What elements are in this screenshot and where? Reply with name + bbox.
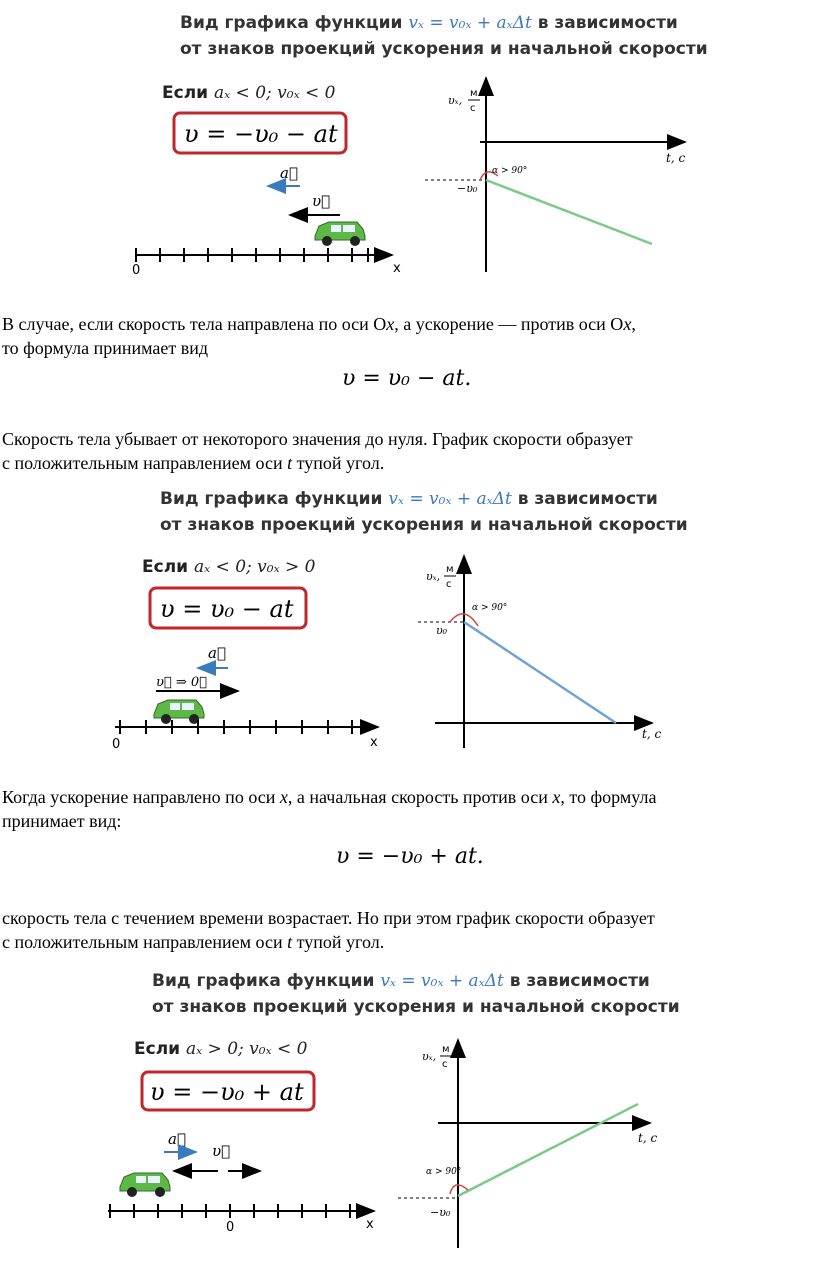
formula-2: υ = −υ₀ + at. — [336, 844, 484, 869]
figure-title-line1-prefix: Вид графика функции — [160, 489, 383, 509]
p3-text-a: Когда ускорение направлено по оси — [2, 787, 280, 807]
svg-text:Если aₓ < 0; v₀ₓ < 0 — [162, 83, 336, 103]
p1-x1: x — [386, 314, 395, 334]
accel-label: a⃗ — [280, 164, 298, 182]
figure-title-line1-prefix: Вид графика функции — [152, 971, 375, 991]
graph-t-label: t, с — [638, 1131, 658, 1145]
condition-prefix: Если — [162, 83, 209, 103]
velocity-graph-line — [464, 622, 616, 723]
p3-line2: принимает вид: — [2, 811, 122, 831]
figure-2 — [80, 476, 700, 766]
graph-y-unit-bottom: с — [446, 579, 452, 590]
accel-label: a⃗ — [208, 644, 226, 662]
figure-title-line2: от знаков проекций ускорения и начальной скорости — [160, 515, 688, 535]
v0-label: −υ₀ — [457, 182, 478, 195]
paragraph-1 — [2, 312, 802, 360]
velocity-label: υ⃗ — [212, 1142, 231, 1160]
velocity-graph-line — [486, 180, 652, 244]
graph-y-label: υₓ, — [422, 1050, 437, 1063]
svg-text:Вид графика функции vₓ = v — [152, 971, 650, 991]
axis-x-label: x — [393, 261, 401, 276]
p1-x2: x — [623, 314, 632, 334]
svg-text:Если aₓ > 0; v₀ₓ < 0 — [134, 1039, 308, 1059]
figure-title-line1-suffix: в зависимости — [537, 13, 678, 33]
graph-y-unit-bottom: с — [470, 103, 476, 114]
p3-x1: x — [279, 787, 288, 807]
p1-line2: то формула принимает вид — [2, 338, 209, 358]
graph-y-unit-top: м — [446, 564, 454, 575]
condition-prefix: Если — [134, 1039, 181, 1059]
accel-label: a⃗ — [168, 1130, 186, 1148]
p2-text-a: с положительным направлением оси — [2, 453, 288, 473]
p1-text-b: , а ускорение — против оси O — [394, 314, 624, 334]
graph-y-unit-top: м — [470, 88, 478, 99]
p2-text-b: тупой угол. — [292, 453, 385, 473]
figure-title-math: vₓ = v₀ₓ + aₓΔt — [380, 971, 504, 991]
graph-y-label: υₓ, — [448, 94, 463, 107]
svg-text:Вид графика функции vₓ = v — [180, 13, 678, 33]
velocity-graph-line — [458, 1104, 638, 1196]
paragraph-3 — [2, 785, 802, 833]
figure-title-line1-prefix: Вид графика функции — [180, 13, 403, 33]
figure-title-math: vₓ = v₀ₓ + aₓΔt — [388, 489, 512, 509]
paragraph-4 — [2, 906, 802, 954]
svg-text:Если aₓ < 0; v₀ₓ > 0 — [142, 557, 316, 577]
axis-x-label: x — [366, 1217, 374, 1232]
p4-line1: скорость тела с течением времени возрастает. Но при этом график скорости образует — [2, 908, 655, 928]
car-icon — [154, 700, 204, 724]
angle-label: α > 90° — [492, 166, 528, 176]
p4-text-b: тупой угол. — [292, 932, 385, 952]
p3-text-c: , то формула — [560, 787, 657, 807]
paragraph-2 — [2, 427, 802, 475]
formula-text: υ = υ₀ − at — [160, 595, 294, 623]
p1-text-a: В случае, если скорость тела направлена по оси O — [2, 314, 387, 334]
graph-t-label: t, с — [666, 151, 686, 165]
figure-title-math: vₓ = v₀ₓ + aₓΔt — [408, 13, 532, 33]
graph-t-label: t, с — [642, 727, 662, 741]
axis-origin-label: 0 — [226, 1220, 235, 1235]
p3-text-b: , а начальная скорость против оси — [287, 787, 553, 807]
condition-prefix: Если — [142, 557, 189, 577]
condition-math: aₓ < 0; v₀ₓ < 0 — [213, 83, 336, 103]
angle-label: α > 90° — [426, 1167, 462, 1177]
car-icon — [315, 222, 365, 246]
figure-title-line2: от знаков проекций ускорения и начальной скорости — [180, 39, 708, 59]
p4-text-a: с положительным направлением оси — [2, 932, 288, 952]
formula-text: υ = −υ₀ + at — [150, 1078, 304, 1106]
figure-1 — [100, 0, 720, 290]
v0-label: υ₀ — [436, 624, 448, 637]
svg-text:Вид графика функции vₓ = v — [160, 489, 658, 509]
formula-text: υ = −υ₀ − at — [184, 120, 338, 148]
angle-label: α > 90° — [472, 603, 508, 613]
condition-math: aₓ < 0; v₀ₓ > 0 — [193, 557, 316, 577]
graph-y-label: υₓ, — [426, 570, 441, 583]
p1-text-c: , — [631, 314, 636, 334]
velocity-label: υ⃗ ⇒ 0⃗ — [156, 675, 207, 690]
p4-t: t — [287, 932, 293, 952]
figure-3 — [72, 956, 692, 1256]
car-icon — [120, 1173, 170, 1197]
formula-1: υ = υ₀ − at. — [342, 366, 472, 391]
axis-origin-label: 0 — [112, 737, 121, 752]
figure-title-line1-suffix: в зависимости — [517, 489, 658, 509]
condition-math: aₓ > 0; v₀ₓ < 0 — [185, 1039, 308, 1059]
axis-origin-label: 0 — [132, 263, 141, 278]
v0-label: −υ₀ — [430, 1206, 451, 1219]
p2-line1: Скорость тела убывает от некоторого значения до нуля. График скорости образует — [2, 429, 633, 449]
velocity-label: υ⃗ — [312, 192, 331, 210]
graph-y-unit-bottom: с — [442, 1059, 448, 1070]
p2-t: t — [287, 453, 293, 473]
figure-title-line2: от знаков проекций ускорения и начальной скорости — [152, 997, 680, 1017]
graph-y-unit-top: м — [442, 1044, 450, 1055]
axis-x-label: x — [370, 735, 378, 750]
p3-x2: x — [552, 787, 561, 807]
figure-title-line1-suffix: в зависимости — [509, 971, 650, 991]
